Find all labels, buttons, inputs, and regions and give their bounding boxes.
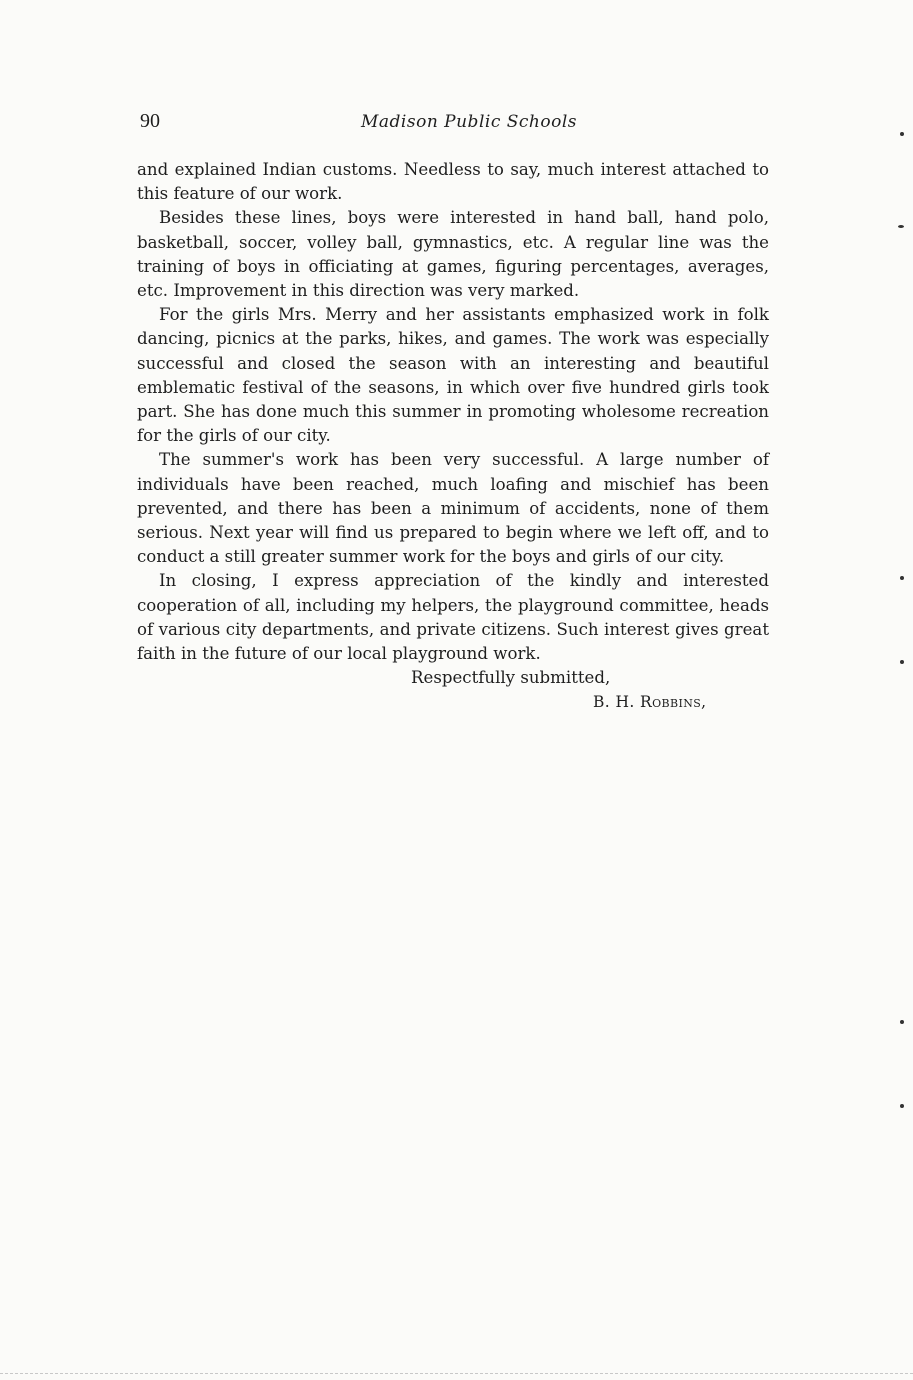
scan-speck: [900, 660, 904, 664]
page-header: [140, 108, 768, 138]
closing-line: Respectfully submitted,: [411, 668, 611, 688]
signature: [137, 690, 769, 714]
signature-name: B. H. Robbins,: [593, 693, 707, 712]
scan-speck: [900, 1104, 904, 1108]
paragraph-5: In closing, I express appreciation of the kindly and interested cooperation of all, including my helpers, the playground committee, heads of various city departments, and private citizens. Such interest gives great faith in the future of our local playground work.: [137, 571, 769, 664]
running-title: Madison Public Schools: [361, 112, 577, 132]
paragraph-1: and explained Indian customs. Needless to say, much interest attached to this feature of our work.: [137, 160, 769, 204]
scan-speck: [898, 225, 904, 228]
paragraph-2: Besides these lines, boys were interested in hand ball, hand polo, basketball, soccer, volley ball, gymnastics, etc. A regular line was the training of boys in officiating at games, figuring percentages, averages, etc. Improvement in this direction was very marked.: [137, 208, 769, 301]
scan-speck: [900, 1020, 904, 1024]
scan-speck: [900, 132, 904, 136]
paragraph-3: For the girls Mrs. Merry and her assistants emphasized work in folk dancing, picnics at the parks, hikes, and games. The work was especially successful and closed the season with an interesting and beautiful emblematic festival of the seasons, in which over five hundred girls took part. She has done much this summer in promoting wholesome recreation for the girls of our city.: [137, 305, 769, 446]
scan-speck: [900, 576, 904, 580]
body-text: [137, 158, 769, 715]
page-number: 90: [140, 110, 160, 132]
scan-edge: [0, 1373, 913, 1374]
paragraph-4: The summer's work has been very successful. A large number of individuals have been reached, much loafing and mischief has been prevented, and there has been a minimum of accidents, none of them serious. Next year will find us prepared to begin where we left off, and to conduct a still greater summer work for the boys and girls of our city.: [137, 450, 769, 567]
